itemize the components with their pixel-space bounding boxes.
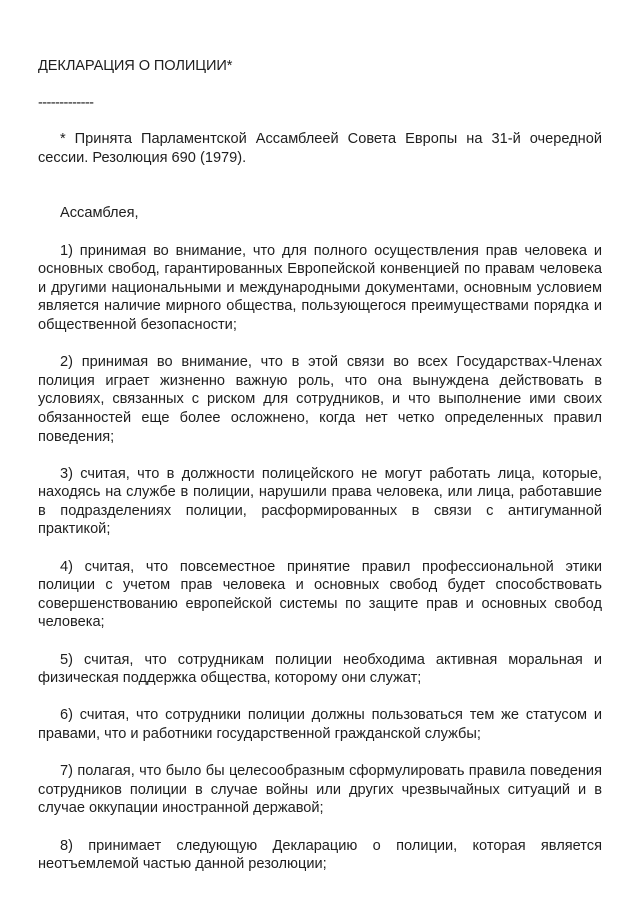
paragraph-1: 1) принимая во внимание, что для полного осуществления прав человека и основных свобод, гарантированных Европейской конвенцией по правам человека и другими национальными и международными документами, основным условием является наличие мирного общества, пользующегося преимуществами порядка и общественной безопасности;	[38, 242, 602, 333]
opening-line: Ассамблея,	[60, 205, 139, 222]
spacer	[38, 167, 602, 204]
paragraph-8: 8) принимает следующую Декларацию о полиции, которая является неотъемлемой частью данной резолюции;	[38, 837, 602, 873]
paragraph-4: 4) считая, что повсеместное принятие правил профессиональной этики полиции с учетом прав человека и основных свобод будет способствовать совершенствованию европейской системы по защите прав и основных свобод человека;	[38, 558, 602, 631]
paragraph-5: 5) считая, что сотрудникам полиции необходима активная моральная и физическая поддержка общества, которому они служат;	[38, 651, 602, 687]
paragraph-2: 2) принимая во внимание, что в этой связи во всех Государствах-Членах полиция играет жизненно важную роль, что она вынуждена действовать в условиях, связанных с риском для сотрудников, и что выполнение ими своих обязанностей еще более осложнено, когда нет четко определенных правил поведения;	[38, 354, 602, 445]
paragraph-3: 3) считая, что в должности полицейского не могут работать лица, которые, находясь на службе в полиции, нарушили права человека, или лица, работавшие в подразделениях полиции, расформированных в связи с антигуманной практикой;	[38, 465, 602, 538]
footnote-separator: -------------	[38, 94, 94, 111]
paragraph-7: 7) полагая, что было бы целесообразным сформулировать правила поведения сотрудников полиции в случае войны или других чрезвычайных ситуаций и в случае оккупации иностранной державой;	[38, 763, 602, 817]
document-title: ДЕКЛАРАЦИЯ О ПОЛИЦИИ*	[38, 58, 233, 74]
paragraph-6: 6) считая, что сотрудники полиции должны пользоваться тем же статусом и правами, что и работники государственной гражданской службы;	[38, 707, 602, 742]
footnote-text: * Принята Парламентской Ассамблеей Совета Европы на 31-й очередной сессии. Резолюция 690 (1979).	[38, 131, 602, 166]
document-page	[38, 57, 602, 892]
